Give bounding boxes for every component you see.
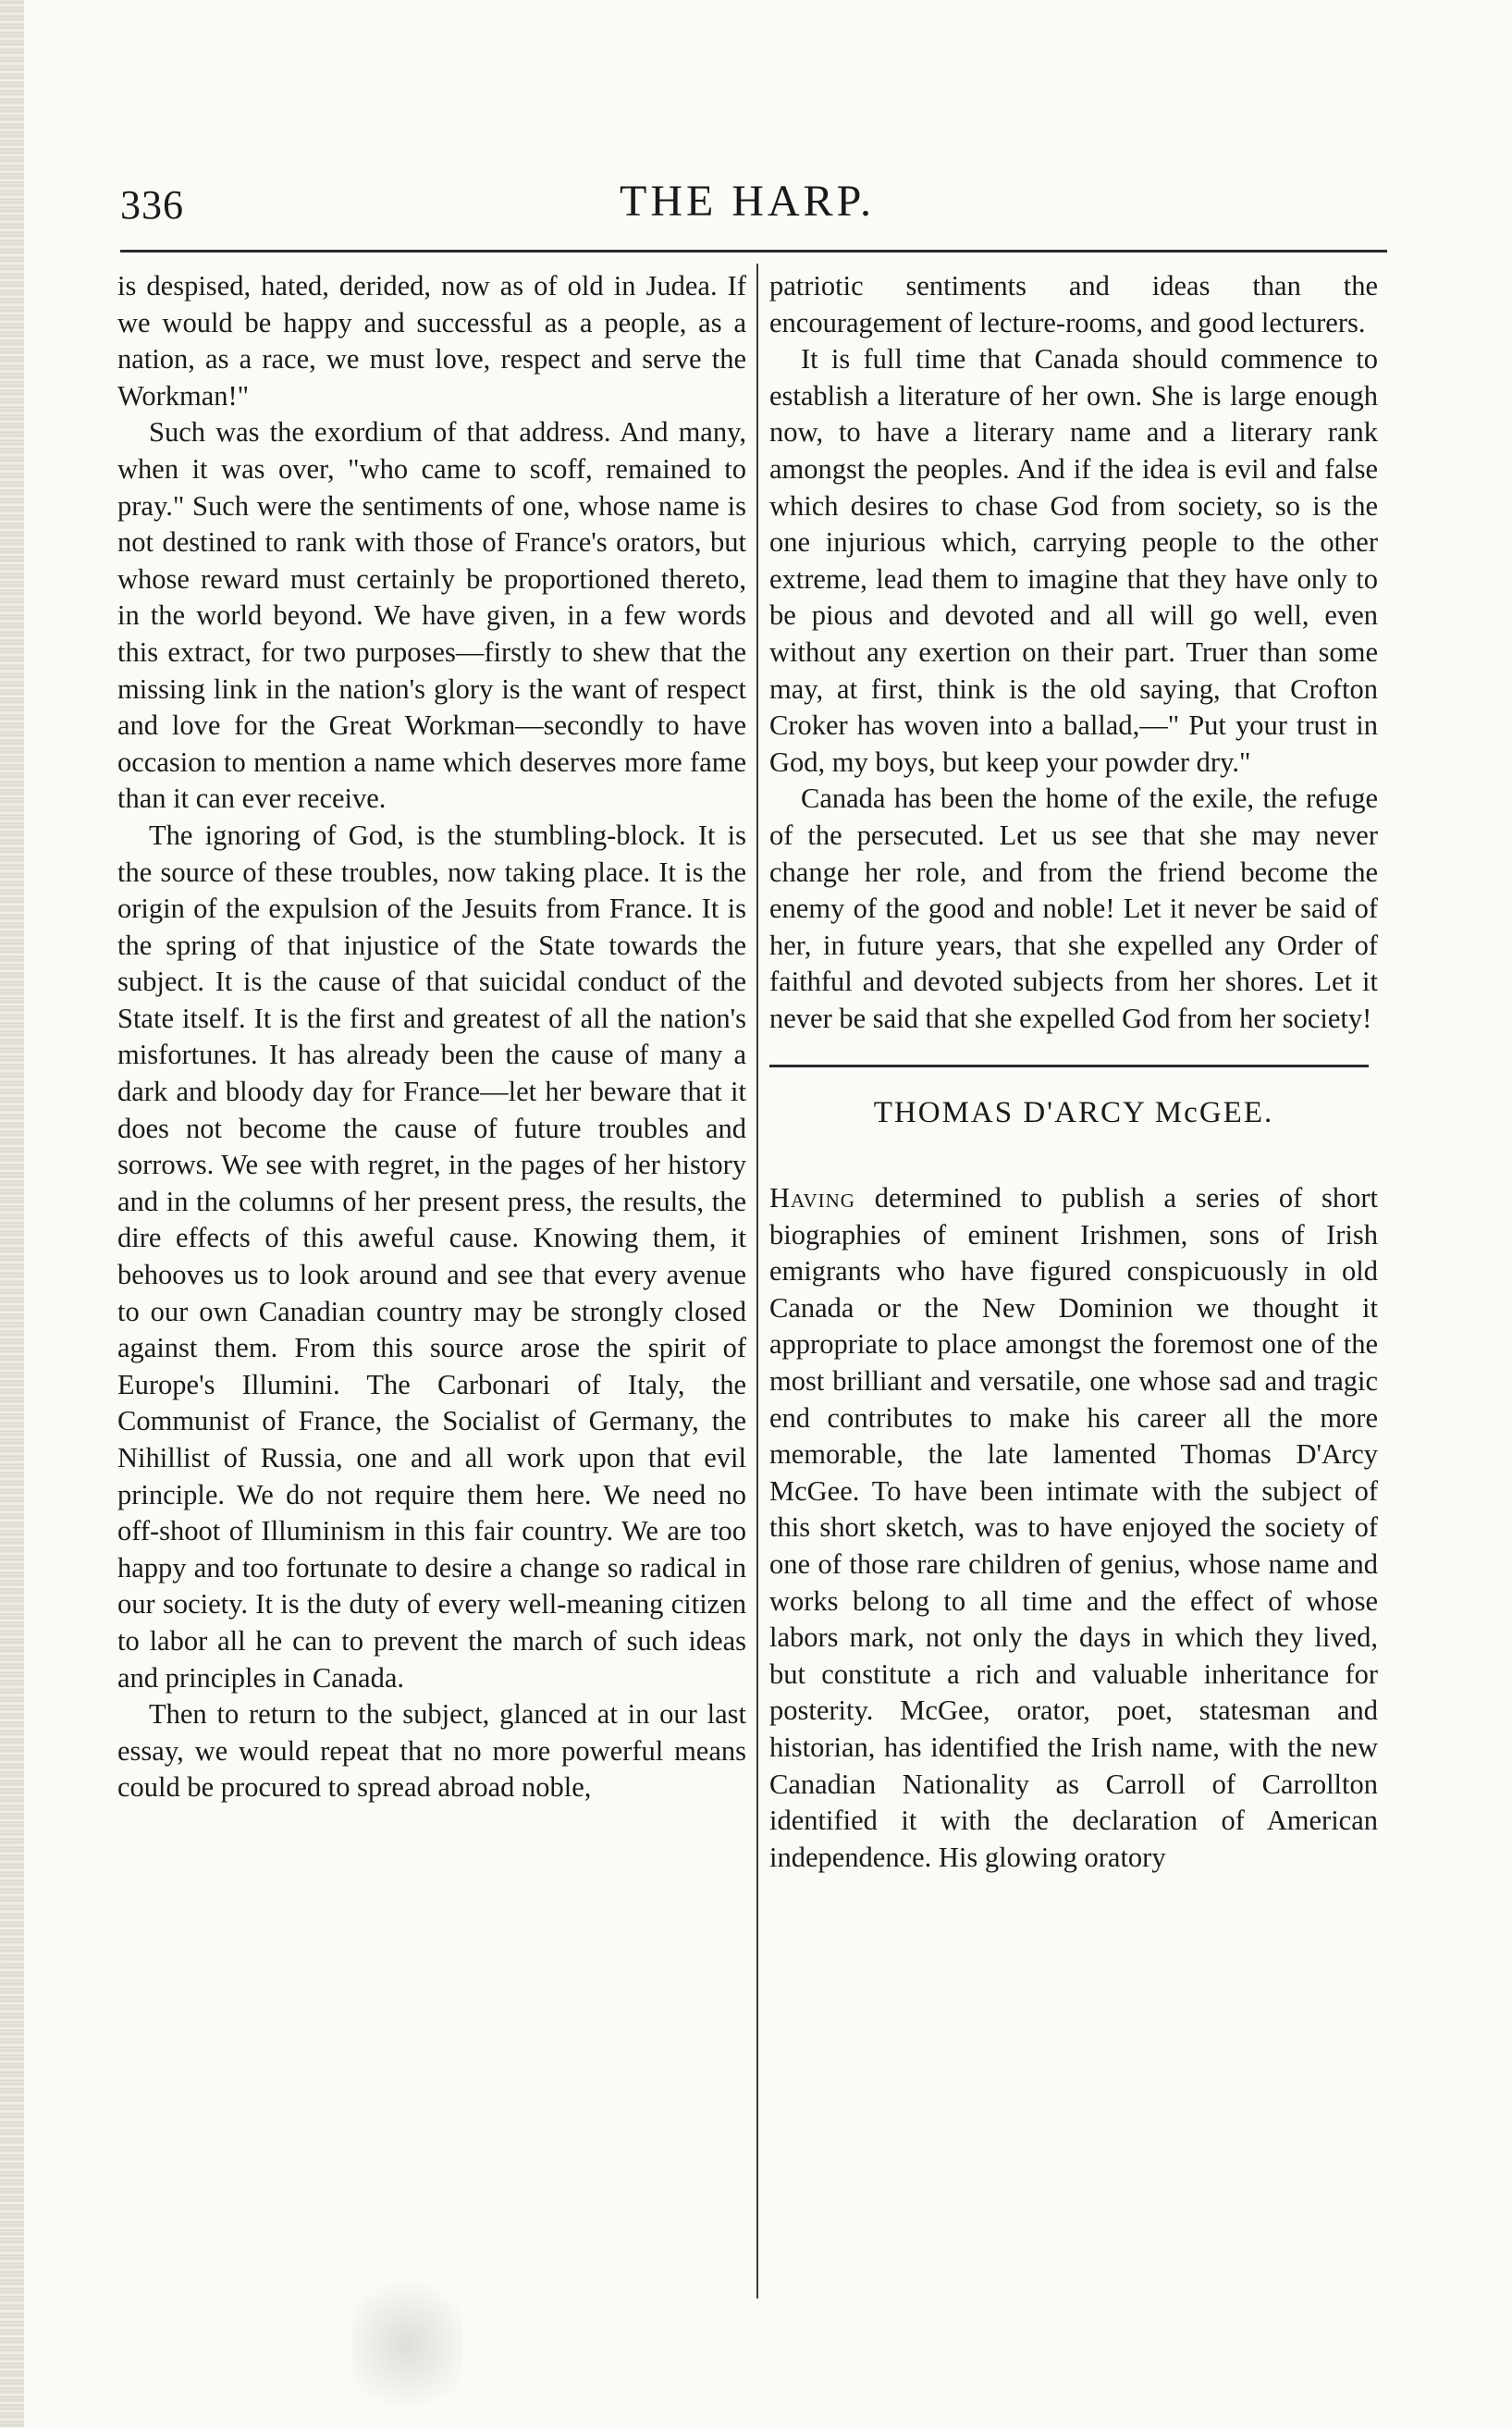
column-divider	[756, 264, 758, 2299]
left-paragraph-3: The ignoring of God, is the stumbling-block. It is the source of these troubles, now taking place. It is the origin of the expulsion of the Jesuits from France. It is the spring of that injustice of the State towards the subject. It is the cause of that suicidal conduct of the State itself. It is the first and greatest of all the nation's misfortunes. It has already been the cause of many a dark and bloody day for France—let her beware that it does not become the cause of future troubles and sorrows. We see with regret, in the pages of her history and in the columns of her present press, the results, the dire effects of this aweful cause. Knowing them, it behooves us to look around and see that every avenue to our own Canadian country may be strongly closed against them. From this source arose the spirit of Europe's Illumini. The Carbonari of Italy, the Communist of France, the Socialist of Germany, the Nihillist of Russia, one and all work upon that evil principle. We do not require them here. We need no off-shoot of Illuminism in this fair country. We are too happy and too fortunate to desire a change so radical in our society. It is the duty of every well-meaning citizen to labor all he can to prevent the march of such ideas and principles in Canada.	[117, 819, 746, 1694]
left-column	[117, 268, 746, 1806]
right-column	[769, 268, 1378, 1876]
section-title: THOMAS D'ARCY McGEE.	[873, 1096, 1274, 1130]
left-paragraph-1: is despised, hated, derided, now as of old in Judea. If we would be happy and successful as a people, as a nation, as a race, we must love, respect and serve the Workman!"	[117, 270, 746, 412]
section-rule	[769, 1065, 1369, 1067]
right-paragraph-4	[769, 1180, 1378, 1876]
page-edge	[0, 0, 24, 2428]
page-number: 336	[120, 182, 184, 228]
print-smudge	[351, 2266, 462, 2423]
right-paragraph-4-text: determined to publish a series of short biographies of eminent Irishmen, sons of Irish emigrants who have figured conspicuously in old Canada or the New Dominion we thought it appropriate to place amongst the foremost one of the most brilliant and versatile, one whose sad and tragic end contributes to make his career all the more memorable, the late lamented Thomas D'Arcy McGee. To have been intimate with the subject of this short sketch, was to have enjoyed the society of one of those rare children of genius, whose name and works belong to all time and the effect of whose labors mark, not only the days in which they lived, but constitute a rich and valuable inheritance for posterity. McGee, orator, poet, statesman and historian, has identified the Irish name, with the new Canadian Nationality as Carroll of Carrollton identified it with the declaration of American independence. His glowing oratory	[769, 1182, 1378, 1873]
left-paragraph-2: Such was the exordium of that address. And many, when it was over, "who came to scoff, remained to pray." Such were the sentiments of one, whose name is not destined to rank with those of France's orators, but whose reward must certainly be proportioned thereto, in the world beyond. We have given, in a few words this extract, for two purposes—firstly to shew that the missing link in the nation's glory is the want of respect and love for the Great Workman—secondly to have occasion to mention a name which deserves more fame than it can ever receive.	[117, 416, 746, 815]
left-paragraph-4: Then to return to the subject, glanced at in our last essay, we would repeat that no more powerful means could be procured to spread abroad noble,	[117, 1698, 746, 1804]
header-rule	[120, 250, 1387, 253]
lead-word: Having	[769, 1182, 855, 1214]
right-paragraph-1: patriotic sentiments and ideas than the encouragement of lecture-rooms, and good lecturers.	[769, 270, 1378, 339]
running-title: THE HARP.	[620, 177, 876, 226]
right-paragraph-3: Canada has been the home of the exile, the refuge of the persecuted. Let us see that she may never change her role, and from the friend become the enemy of the good and noble! Let it never be said of her, in future years, that she expelled any Order of faithful and devoted subjects from her shores. Let it never be said that she expelled God from her society!	[769, 783, 1378, 1034]
page-header	[120, 176, 1387, 250]
right-paragraph-2: It is full time that Canada should commence to establish a literature of her own. She is large enough now, to have a literary name and a literary rank amongst the peoples. And if the idea is evil and false which desires to chase God from society, so is the one injurious which, carrying people to the other extreme, lead them to imagine that they have only to be pious and devoted and all will go well, even without any exertion on their part. Truer than some may, at first, think is the old saying, that Crofton Croker has woven into a ballad,—" Put your trust in God, my boys, but keep your powder dry."	[769, 343, 1378, 778]
